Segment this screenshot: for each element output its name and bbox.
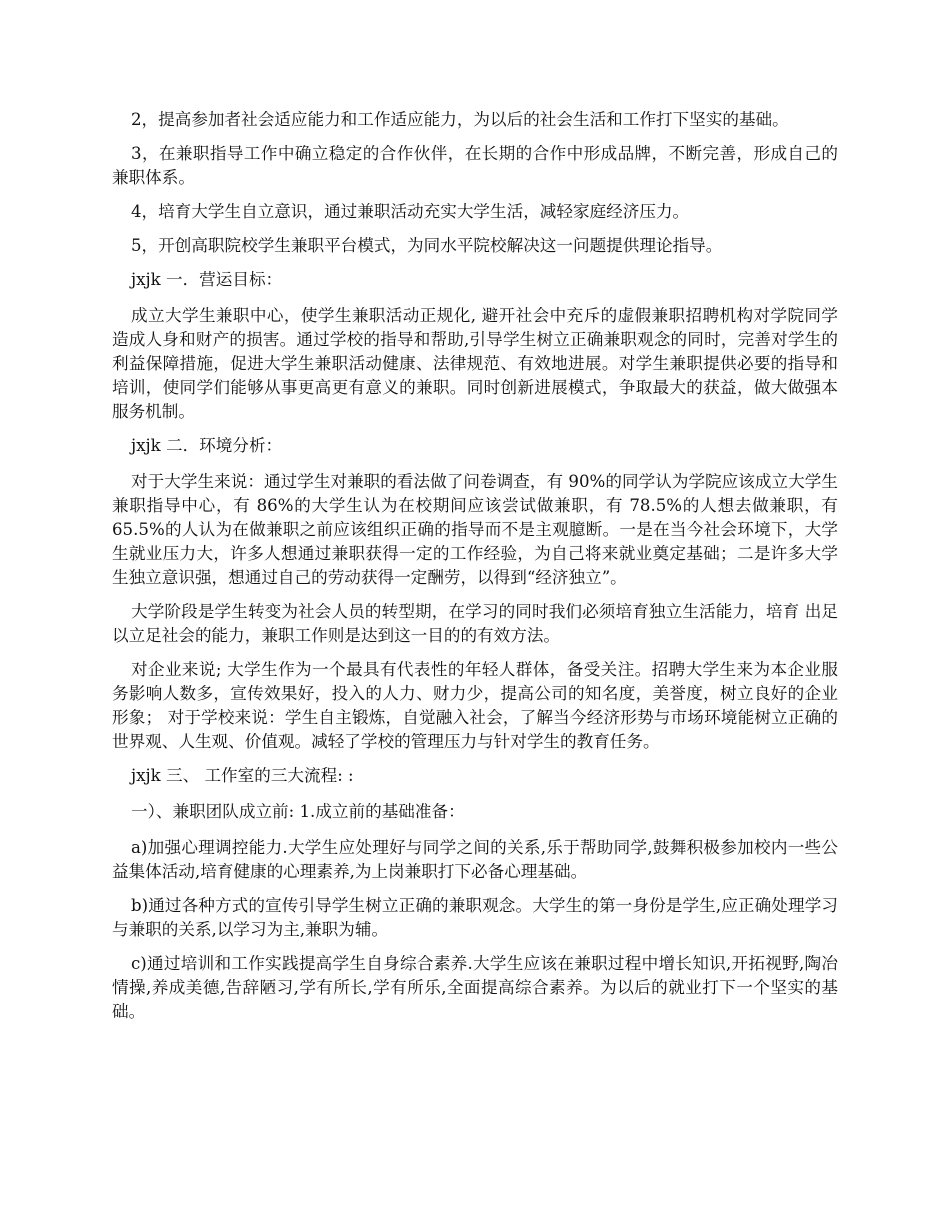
document-page	[112, 108, 838, 1034]
preparation-item-b: b)通过各种方式的宣传引导学生树立正确的兼职观念。大学生的第一身份是学生,应正确处理学习与兼职的关系,以学习为主,兼职为辅。	[112, 896, 838, 939]
goal-item-3: 3，在兼职指导工作中确立稳定的合作伙伴，在长期的合作中形成品牌，不断完善，形成自己的兼职体系。	[112, 144, 838, 187]
goal-item-4: 4，培育大学生自立意识，通过兼职活动充实大学生活，减轻家庭经济压力。	[131, 202, 690, 221]
subsection-heading-before-team: 一）、兼职团队成立前: 1.成立前的基础准备：	[131, 802, 465, 821]
preparation-item-a: a)加强心理调控能力.大学生应处理好与同学之间的关系,乐于帮助同学,鼓舞积极参加校内一些公益集体活动,培育健康的心理素养,为上岗兼职打下必备心理基础。	[112, 838, 838, 881]
environment-university-stage-paragraph: 大学阶段是学生转变为社会人员的转型期，在学习的同时我们必须培育独立生活能力，培育 出足以立足社会的能力，兼职工作则是达到这一目的的有效方法。	[112, 602, 838, 645]
preparation-item-c: c)通过培训和工作实践提高学生自身综合素养.大学生应该在兼职过程中增长知识,开拓视野,陶冶情操,养成美德,告辞陋习,学有所长,学有所乐,全面提高综合素养。为以后的就业打下一个坚实的基础。	[112, 954, 838, 1021]
operation-goal-paragraph: 成立大学生兼职中心，使学生兼职活动正规化, 避开社会中充斥的虚假兼职招聘机构对学院同学造成人身和财产的损害。通过学校的指导和帮助,引导学生树立正确兼职观念的同时，完善对学生的利益保障措施，促进大学生兼职活动健康、法律规范、有效地进展。对学生兼职提供必要的指导和培训，使同学们能够从事更高更有意义的兼职。同时创新进展模式，争取最大的获益，做大做强本服务机制。	[112, 306, 838, 421]
section-heading-operation-goal: jxjk 一．营运目标：	[131, 270, 283, 289]
section-heading-environment-analysis: jxjk 二．环境分析：	[131, 436, 283, 455]
environment-students-paragraph: 对于大学生来说：通过学生对兼职的看法做了问卷调查，有 90%的同学认为学院应该成立大学生兼职指导中心，有 86%的大学生认为在校期间应该尝试做兼职，有 78.5%的人想去做兼职，有 65.5%的人认为在做兼职之前应该组织正确的指导而不是主观臆断。一是在当今社会环境下，大学生就业压力大，许多人想通过兼职获得一定的工作经验，为自己将来就业奠定基础；二是许多大学生独立意识强，想通过自己的劳动获得一定酬劳，以得到“经济独立”。	[112, 472, 838, 587]
section-heading-three-processes: jxjk 三、 工作室的三大流程: :	[131, 766, 354, 785]
environment-enterprise-paragraph: 对企业来说; 大学生作为一个最具有代表性的年轻人群体，备受关注。招聘大学生来为本企业服务影响人数多，宣传效果好，投入的人力、财力少，提高公司的知名度，美誉度，树立良好的企业形象； 对于学校来说：学生自主锻炼，自觉融入社会，了解当今经济形势与市场环境能树立正确的世界观、人生观、价值观。减轻了学校的管理压力与针对学生的教育任务。	[112, 660, 838, 751]
goal-item-2: 2，提高参加者社会适应能力和工作适应能力，为以后的社会生活和工作打下坚实的基础。	[131, 110, 789, 129]
goal-item-5: 5，开创高职院校学生兼职平台模式，为同水平院校解决这一问题提供理论指导。	[131, 236, 723, 255]
